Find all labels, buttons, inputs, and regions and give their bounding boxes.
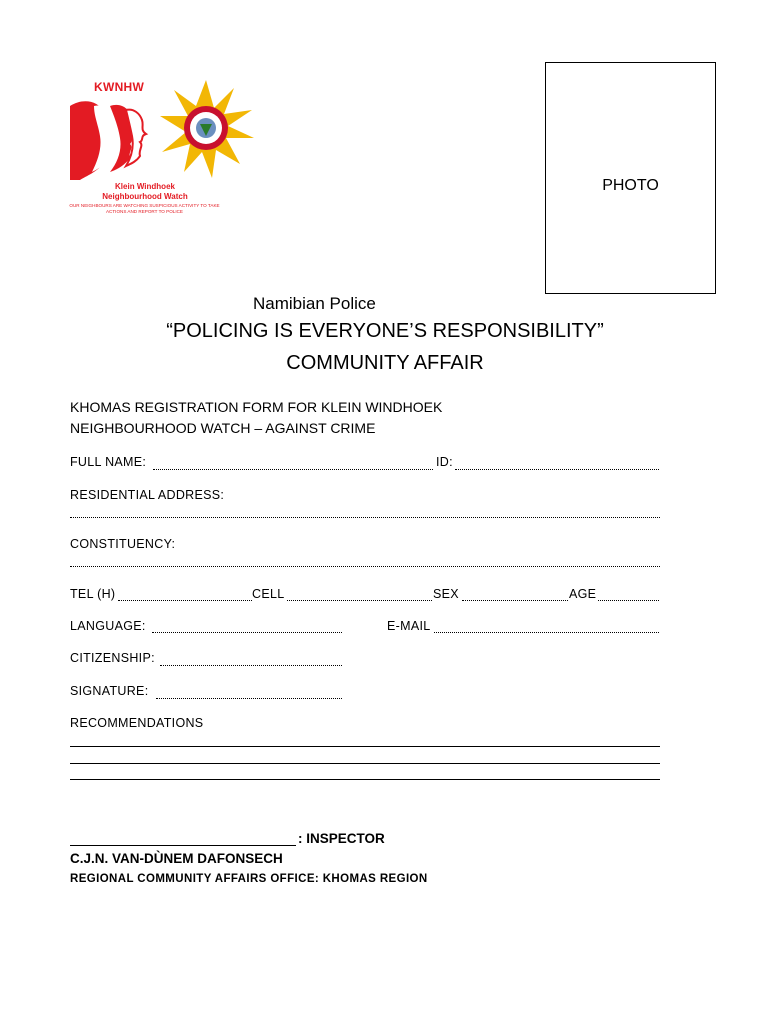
full-name-field[interactable] bbox=[153, 469, 433, 470]
inspector-signature-line[interactable] bbox=[70, 845, 296, 846]
constituency-field[interactable] bbox=[70, 566, 660, 567]
office-name: REGIONAL COMMUNITY AFFAIRS OFFICE: KHOMAS REGION bbox=[70, 873, 428, 885]
full-name-label: FULL NAME: bbox=[70, 455, 147, 469]
cell-label: CELL bbox=[252, 587, 285, 601]
photo-label: PHOTO bbox=[602, 177, 659, 194]
signature-field[interactable] bbox=[156, 698, 342, 699]
email-label: E-MAIL bbox=[387, 619, 431, 633]
tel-field[interactable] bbox=[118, 600, 252, 601]
inspector-label: : INSPECTOR bbox=[298, 831, 385, 846]
kwnhw-name-line1: Klein Windhoek bbox=[115, 182, 175, 191]
kwnhw-name bbox=[80, 182, 210, 202]
kwnhw-abbreviation: KWNHW bbox=[94, 80, 145, 94]
form-title-line2: NEIGHBOURHOOD WATCH – AGAINST CRIME bbox=[70, 420, 376, 436]
email-field[interactable] bbox=[434, 632, 659, 633]
age-label: AGE bbox=[569, 587, 597, 601]
sex-field[interactable] bbox=[462, 600, 568, 601]
recommendations-line-2[interactable] bbox=[70, 763, 660, 764]
constituency-label: CONSTITUENCY: bbox=[70, 537, 176, 551]
photo-box[interactable] bbox=[545, 62, 716, 294]
form-title-line1: KHOMAS REGISTRATION FORM FOR KLEIN WINDHOEK bbox=[70, 399, 443, 415]
citizenship-label: CITIZENSHIP: bbox=[70, 651, 155, 665]
recommendations-line-1[interactable] bbox=[70, 746, 660, 747]
tel-label: TEL (H) bbox=[70, 587, 116, 601]
sex-label: SEX bbox=[433, 587, 459, 601]
form-title bbox=[70, 397, 442, 439]
address-field[interactable] bbox=[70, 517, 660, 518]
cell-field[interactable] bbox=[287, 600, 432, 601]
kwnhw-motto: OUR NEIGHBOURS ARE WATCHING SUSPICIOUS ACTIVITY TO TAKE ACTIONS AND REPORT TO POLICE bbox=[69, 203, 220, 214]
language-field[interactable] bbox=[152, 632, 342, 633]
organisation-name: Namibian Police bbox=[253, 294, 376, 313]
department-title: COMMUNITY AFFAIR bbox=[286, 352, 484, 374]
citizenship-field[interactable] bbox=[160, 665, 342, 666]
officer-name: C.J.N. VAN-DÙNEM DAFONSECH bbox=[70, 851, 283, 866]
slogan: “POLICING IS EVERYONE’S RESPONSIBILITY” bbox=[166, 320, 604, 342]
recommendations-label: RECOMMENDATIONS bbox=[70, 716, 204, 730]
language-label: LANGUAGE: bbox=[70, 619, 146, 633]
signature-label: SIGNATURE: bbox=[70, 684, 149, 698]
police-star-icon bbox=[160, 80, 254, 178]
kwnhw-name-line2: Neighbourhood Watch bbox=[102, 192, 188, 201]
id-label: ID: bbox=[436, 455, 453, 469]
id-field[interactable] bbox=[455, 469, 659, 470]
age-field[interactable] bbox=[598, 600, 659, 601]
address-label: RESIDENTIAL ADDRESS: bbox=[70, 488, 225, 502]
faces-icon bbox=[70, 101, 146, 180]
recommendations-line-3[interactable] bbox=[70, 779, 660, 780]
